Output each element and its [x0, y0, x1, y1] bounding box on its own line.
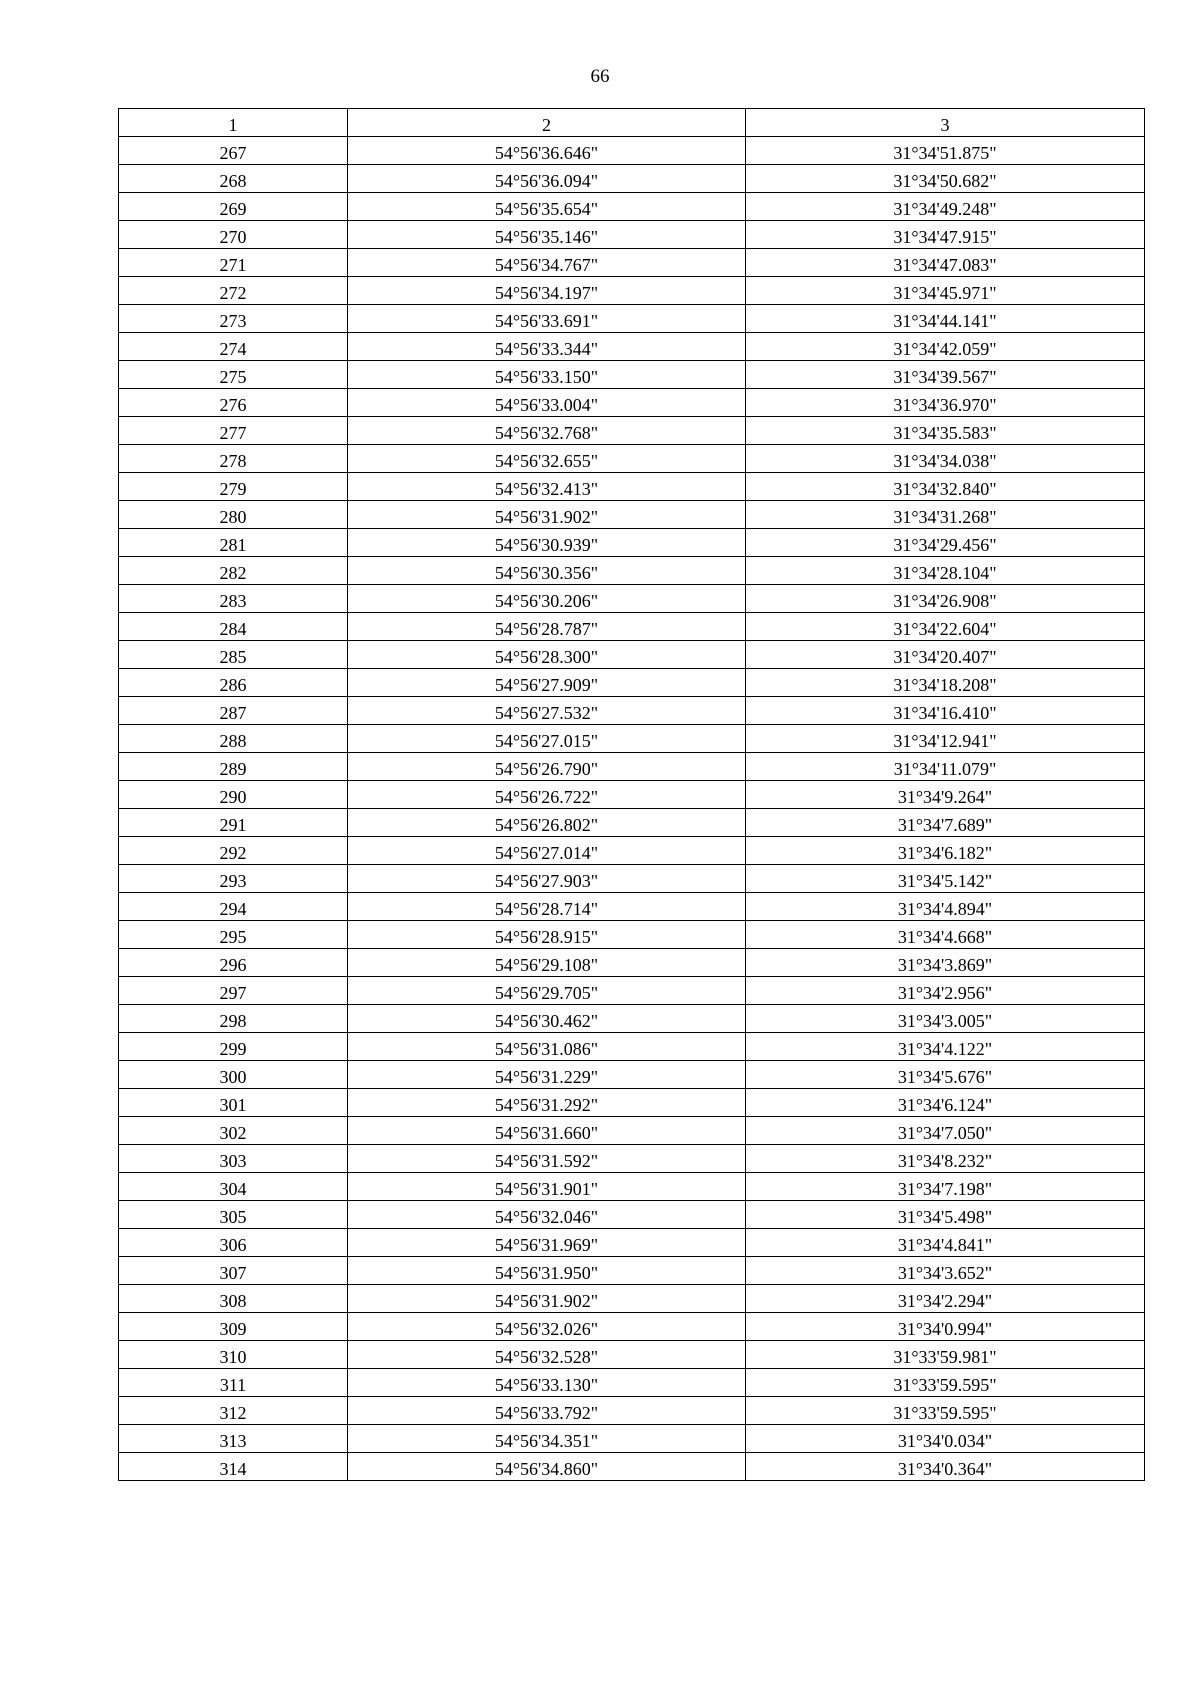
coordinates-table	[118, 108, 1145, 1481]
latitude-cell: 54°56'32.768"	[348, 417, 746, 445]
longitude-cell: 31°34'7.198"	[746, 1173, 1145, 1201]
point-number-cell: 268	[119, 165, 348, 193]
table-row	[119, 1257, 1145, 1285]
column-header-point-number: 1	[119, 109, 348, 137]
table-row	[119, 865, 1145, 893]
point-number-cell: 290	[119, 781, 348, 809]
table-row	[119, 781, 1145, 809]
latitude-cell: 54°56'32.413"	[348, 473, 746, 501]
column-header-longitude: 3	[746, 109, 1145, 137]
point-number-cell: 300	[119, 1061, 348, 1089]
latitude-cell: 54°56'33.130"	[348, 1369, 746, 1397]
table-row	[119, 1229, 1145, 1257]
point-number-cell: 312	[119, 1397, 348, 1425]
table-row	[119, 1425, 1145, 1453]
latitude-cell: 54°56'26.802"	[348, 809, 746, 837]
latitude-cell: 54°56'29.108"	[348, 949, 746, 977]
table-row	[119, 753, 1145, 781]
table-row	[119, 361, 1145, 389]
table-row	[119, 193, 1145, 221]
point-number-cell: 310	[119, 1341, 348, 1369]
latitude-cell: 54°56'31.902"	[348, 1285, 746, 1313]
longitude-cell: 31°34'39.567"	[746, 361, 1145, 389]
latitude-cell: 54°56'31.229"	[348, 1061, 746, 1089]
latitude-cell: 54°56'26.722"	[348, 781, 746, 809]
point-number-cell: 307	[119, 1257, 348, 1285]
longitude-cell: 31°34'5.498"	[746, 1201, 1145, 1229]
latitude-cell: 54°56'30.462"	[348, 1005, 746, 1033]
latitude-cell: 54°56'30.939"	[348, 529, 746, 557]
point-number-cell: 274	[119, 333, 348, 361]
point-number-cell: 299	[119, 1033, 348, 1061]
point-number-cell: 308	[119, 1285, 348, 1313]
latitude-cell: 54°56'29.705"	[348, 977, 746, 1005]
point-number-cell: 296	[119, 949, 348, 977]
latitude-cell: 54°56'32.528"	[348, 1341, 746, 1369]
table-row	[119, 305, 1145, 333]
point-number-cell: 309	[119, 1313, 348, 1341]
point-number-cell: 279	[119, 473, 348, 501]
point-number-cell: 297	[119, 977, 348, 1005]
point-number-cell: 305	[119, 1201, 348, 1229]
latitude-cell: 54°56'31.969"	[348, 1229, 746, 1257]
point-number-cell: 294	[119, 893, 348, 921]
point-number-cell: 311	[119, 1369, 348, 1397]
point-number-cell: 293	[119, 865, 348, 893]
table-row	[119, 1201, 1145, 1229]
longitude-cell: 31°34'12.941"	[746, 725, 1145, 753]
table-row	[119, 669, 1145, 697]
table-row	[119, 249, 1145, 277]
point-number-cell: 278	[119, 445, 348, 473]
longitude-cell: 31°33'59.981"	[746, 1341, 1145, 1369]
table-row	[119, 137, 1145, 165]
table-row	[119, 1145, 1145, 1173]
column-header-latitude: 2	[348, 109, 746, 137]
point-number-cell: 277	[119, 417, 348, 445]
longitude-cell: 31°34'47.915"	[746, 221, 1145, 249]
point-number-cell: 301	[119, 1089, 348, 1117]
longitude-cell: 31°34'3.869"	[746, 949, 1145, 977]
longitude-cell: 31°34'34.038"	[746, 445, 1145, 473]
longitude-cell: 31°34'5.142"	[746, 865, 1145, 893]
latitude-cell: 54°56'33.691"	[348, 305, 746, 333]
point-number-cell: 282	[119, 557, 348, 585]
longitude-cell: 31°34'29.456"	[746, 529, 1145, 557]
point-number-cell: 287	[119, 697, 348, 725]
point-number-cell: 286	[119, 669, 348, 697]
table-row	[119, 1089, 1145, 1117]
point-number-cell: 272	[119, 277, 348, 305]
table-row	[119, 837, 1145, 865]
longitude-cell: 31°34'36.970"	[746, 389, 1145, 417]
longitude-cell: 31°34'31.268"	[746, 501, 1145, 529]
latitude-cell: 54°56'34.197"	[348, 277, 746, 305]
latitude-cell: 54°56'28.300"	[348, 641, 746, 669]
latitude-cell: 54°56'27.015"	[348, 725, 746, 753]
latitude-cell: 54°56'31.901"	[348, 1173, 746, 1201]
table-row	[119, 389, 1145, 417]
point-number-cell: 288	[119, 725, 348, 753]
longitude-cell: 31°34'9.264"	[746, 781, 1145, 809]
table-row	[119, 921, 1145, 949]
longitude-cell: 31°34'5.676"	[746, 1061, 1145, 1089]
table-header	[119, 109, 1145, 137]
latitude-cell: 54°56'31.660"	[348, 1117, 746, 1145]
point-number-cell: 303	[119, 1145, 348, 1173]
longitude-cell: 31°34'4.894"	[746, 893, 1145, 921]
point-number-cell: 295	[119, 921, 348, 949]
point-number-cell: 273	[119, 305, 348, 333]
longitude-cell: 31°34'3.005"	[746, 1005, 1145, 1033]
point-number-cell: 280	[119, 501, 348, 529]
longitude-cell: 31°34'3.652"	[746, 1257, 1145, 1285]
longitude-cell: 31°34'32.840"	[746, 473, 1145, 501]
point-number-cell: 271	[119, 249, 348, 277]
table-row	[119, 417, 1145, 445]
latitude-cell: 54°56'36.094"	[348, 165, 746, 193]
table-row	[119, 893, 1145, 921]
latitude-cell: 54°56'35.654"	[348, 193, 746, 221]
latitude-cell: 54°56'28.787"	[348, 613, 746, 641]
table-row	[119, 1285, 1145, 1313]
point-number-cell: 302	[119, 1117, 348, 1145]
longitude-cell: 31°34'44.141"	[746, 305, 1145, 333]
table-row	[119, 333, 1145, 361]
latitude-cell: 54°56'34.767"	[348, 249, 746, 277]
longitude-cell: 31°34'50.682"	[746, 165, 1145, 193]
longitude-cell: 31°34'51.875"	[746, 137, 1145, 165]
longitude-cell: 31°34'49.248"	[746, 193, 1145, 221]
table-row	[119, 1033, 1145, 1061]
page-number: 66	[590, 66, 610, 87]
latitude-cell: 54°56'31.902"	[348, 501, 746, 529]
longitude-cell: 31°34'47.083"	[746, 249, 1145, 277]
longitude-cell: 31°34'4.122"	[746, 1033, 1145, 1061]
table-row	[119, 1061, 1145, 1089]
latitude-cell: 54°56'33.344"	[348, 333, 746, 361]
point-number-cell: 304	[119, 1173, 348, 1201]
table-body	[119, 137, 1145, 1481]
latitude-cell: 54°56'27.532"	[348, 697, 746, 725]
longitude-cell: 31°33'59.595"	[746, 1397, 1145, 1425]
latitude-cell: 54°56'32.026"	[348, 1313, 746, 1341]
table-row	[119, 1173, 1145, 1201]
latitude-cell: 54°56'33.150"	[348, 361, 746, 389]
table-row	[119, 445, 1145, 473]
longitude-cell: 31°34'7.689"	[746, 809, 1145, 837]
point-number-cell: 291	[119, 809, 348, 837]
table-row	[119, 1005, 1145, 1033]
longitude-cell: 31°34'18.208"	[746, 669, 1145, 697]
table-row	[119, 1313, 1145, 1341]
latitude-cell: 54°56'31.292"	[348, 1089, 746, 1117]
latitude-cell: 54°56'31.950"	[348, 1257, 746, 1285]
point-number-cell: 281	[119, 529, 348, 557]
point-number-cell: 284	[119, 613, 348, 641]
latitude-cell: 54°56'27.903"	[348, 865, 746, 893]
longitude-cell: 31°34'11.079"	[746, 753, 1145, 781]
header-row	[119, 109, 1145, 137]
longitude-cell: 31°34'20.407"	[746, 641, 1145, 669]
longitude-cell: 31°34'16.410"	[746, 697, 1145, 725]
point-number-cell: 269	[119, 193, 348, 221]
latitude-cell: 54°56'36.646"	[348, 137, 746, 165]
table-row	[119, 221, 1145, 249]
table-row	[119, 585, 1145, 613]
latitude-cell: 54°56'26.790"	[348, 753, 746, 781]
longitude-cell: 31°34'0.364"	[746, 1453, 1145, 1481]
latitude-cell: 54°56'27.909"	[348, 669, 746, 697]
point-number-cell: 276	[119, 389, 348, 417]
longitude-cell: 31°34'26.908"	[746, 585, 1145, 613]
table-row	[119, 277, 1145, 305]
table-row	[119, 1117, 1145, 1145]
table-row	[119, 1453, 1145, 1481]
longitude-cell: 31°34'45.971"	[746, 277, 1145, 305]
table-row	[119, 1341, 1145, 1369]
latitude-cell: 54°56'28.714"	[348, 893, 746, 921]
point-number-cell: 285	[119, 641, 348, 669]
latitude-cell: 54°56'33.792"	[348, 1397, 746, 1425]
point-number-cell: 314	[119, 1453, 348, 1481]
longitude-cell: 31°34'28.104"	[746, 557, 1145, 585]
longitude-cell: 31°34'4.668"	[746, 921, 1145, 949]
table-row	[119, 949, 1145, 977]
longitude-cell: 31°33'59.595"	[746, 1369, 1145, 1397]
table-row	[119, 613, 1145, 641]
point-number-cell: 283	[119, 585, 348, 613]
table-row	[119, 529, 1145, 557]
latitude-cell: 54°56'28.915"	[348, 921, 746, 949]
longitude-cell: 31°34'8.232"	[746, 1145, 1145, 1173]
table-row	[119, 473, 1145, 501]
latitude-cell: 54°56'30.356"	[348, 557, 746, 585]
table-row	[119, 165, 1145, 193]
point-number-cell: 267	[119, 137, 348, 165]
latitude-cell: 54°56'34.860"	[348, 1453, 746, 1481]
table-row	[119, 641, 1145, 669]
longitude-cell: 31°34'0.994"	[746, 1313, 1145, 1341]
longitude-cell: 31°34'6.182"	[746, 837, 1145, 865]
longitude-cell: 31°34'6.124"	[746, 1089, 1145, 1117]
longitude-cell: 31°34'42.059"	[746, 333, 1145, 361]
point-number-cell: 298	[119, 1005, 348, 1033]
table-row	[119, 725, 1145, 753]
point-number-cell: 292	[119, 837, 348, 865]
table-row	[119, 697, 1145, 725]
longitude-cell: 31°34'2.294"	[746, 1285, 1145, 1313]
point-number-cell: 306	[119, 1229, 348, 1257]
longitude-cell: 31°34'0.034"	[746, 1425, 1145, 1453]
latitude-cell: 54°56'32.655"	[348, 445, 746, 473]
table-row	[119, 1369, 1145, 1397]
latitude-cell: 54°56'31.592"	[348, 1145, 746, 1173]
point-number-cell: 289	[119, 753, 348, 781]
longitude-cell: 31°34'7.050"	[746, 1117, 1145, 1145]
latitude-cell: 54°56'35.146"	[348, 221, 746, 249]
point-number-cell: 270	[119, 221, 348, 249]
longitude-cell: 31°34'22.604"	[746, 613, 1145, 641]
latitude-cell: 54°56'31.086"	[348, 1033, 746, 1061]
longitude-cell: 31°34'4.841"	[746, 1229, 1145, 1257]
latitude-cell: 54°56'33.004"	[348, 389, 746, 417]
latitude-cell: 54°56'34.351"	[348, 1425, 746, 1453]
point-number-cell: 275	[119, 361, 348, 389]
table-row	[119, 557, 1145, 585]
longitude-cell: 31°34'2.956"	[746, 977, 1145, 1005]
table-row	[119, 977, 1145, 1005]
longitude-cell: 31°34'35.583"	[746, 417, 1145, 445]
table-row	[119, 1397, 1145, 1425]
point-number-cell: 313	[119, 1425, 348, 1453]
latitude-cell: 54°56'27.014"	[348, 837, 746, 865]
table-row	[119, 501, 1145, 529]
table-row	[119, 809, 1145, 837]
latitude-cell: 54°56'32.046"	[348, 1201, 746, 1229]
latitude-cell: 54°56'30.206"	[348, 585, 746, 613]
